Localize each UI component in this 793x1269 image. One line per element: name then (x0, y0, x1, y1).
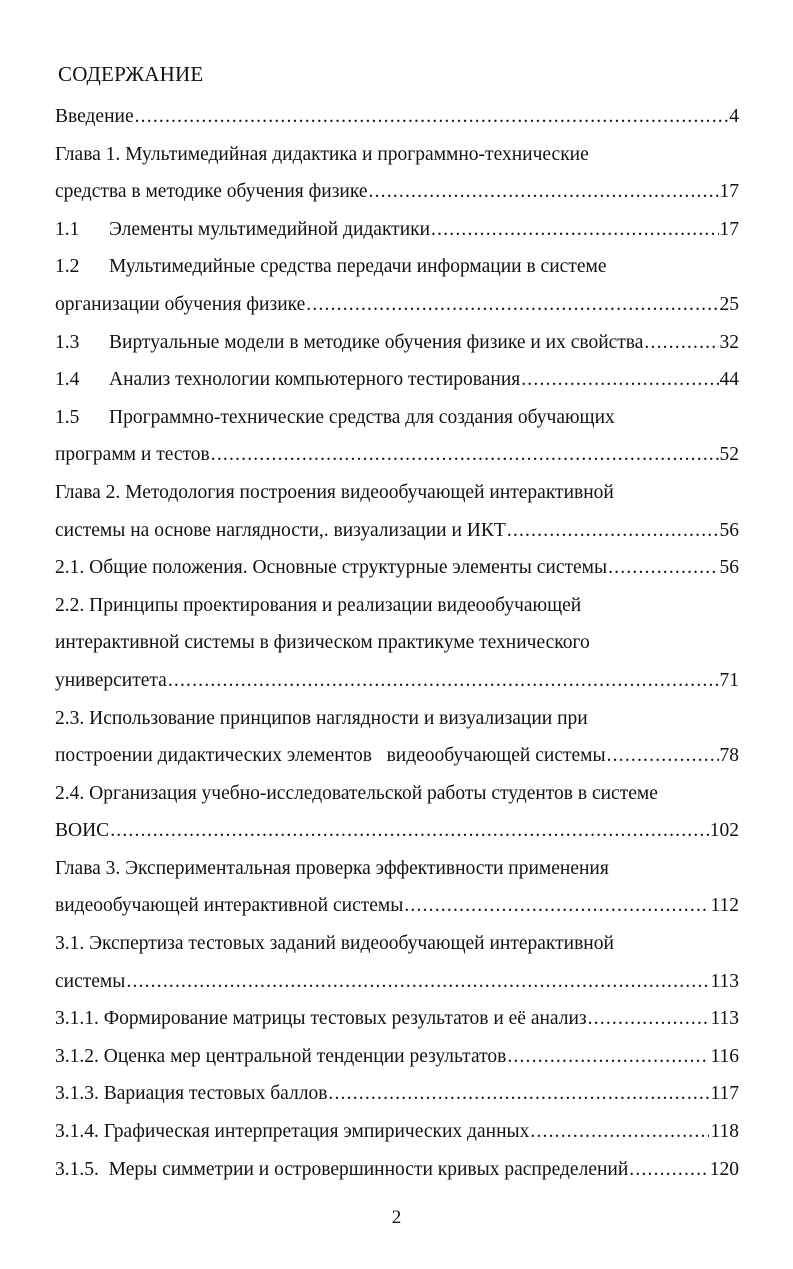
toc-entry-page: 117 (710, 1083, 739, 1105)
toc-entry-line (55, 211, 739, 249)
toc-entry-title: видеообучающей интерактивной системы (55, 895, 404, 917)
toc-entry-line (55, 1000, 739, 1038)
toc-entry-line (55, 98, 739, 136)
toc-entry-title: 2.1. Общие положения. Основные структурные элементы системы (55, 557, 608, 579)
toc-entry-line (55, 850, 739, 888)
toc-entry-line (55, 136, 739, 174)
toc-entry-title: Глава 1. Мультимедийная дидактика и программно-технические (55, 143, 589, 165)
toc-entry-page: 4 (729, 106, 739, 127)
toc-entry-line (55, 662, 739, 700)
toc-entry-line (55, 587, 739, 625)
toc-entry-line (55, 474, 739, 512)
toc-entry-line (55, 248, 739, 286)
dot-leader (404, 887, 709, 925)
toc-entry-title: интерактивной системы в физическом практикуме технического (55, 632, 590, 654)
toc-entry-page: 56 (719, 557, 739, 579)
toc-entry-title: Глава 3. Экспериментальная проверка эффективности применения (55, 857, 609, 879)
page-number: 2 (391, 1207, 402, 1228)
toc-entry-line (55, 549, 739, 587)
toc-entry-page: 116 (710, 1045, 739, 1067)
toc-entry-page: 112 (710, 895, 739, 917)
toc-entry-line (55, 1113, 739, 1151)
dot-leader (369, 173, 719, 211)
toc-entry-line (55, 1151, 739, 1189)
toc-entry-page: 44 (719, 369, 739, 391)
toc-entry-title: построении дидактических элементов видеообучающей системы (55, 745, 606, 767)
dot-leader (306, 286, 718, 324)
toc-entry-page: 32 (719, 331, 739, 353)
toc-entry-page: 17 (719, 218, 739, 240)
toc-entry-title: организации обучения физике (55, 293, 306, 315)
dot-leader (644, 324, 718, 362)
toc-entry-title: Введение (55, 106, 134, 127)
toc-entry-title: 3.1. Экспертиза тестовых заданий видеообучающей интерактивной (55, 933, 614, 955)
toc-entry-page: 118 (710, 1121, 739, 1143)
toc-entry-number: 1.3 (55, 331, 80, 353)
toc-entry-line (55, 1075, 739, 1113)
toc-heading: СОДЕРЖАНИЕ (58, 62, 204, 86)
toc-entry-line (55, 700, 739, 738)
dot-leader (608, 549, 718, 587)
toc-entry-title: 2.3. Использование принципов наглядности и визуализации при (55, 707, 588, 729)
toc-entry-line (55, 624, 739, 662)
dot-leader (507, 1038, 709, 1076)
toc-entry-title: программ и тестов (55, 444, 210, 466)
toc-entry-title: 3.1.4. Графическая интерпретация эмпирических данных (55, 1121, 530, 1143)
dot-leader (110, 812, 709, 850)
toc-entry-line (55, 1038, 739, 1076)
toc-entry-title: Мультимедийные средства передачи информации в системе (109, 256, 607, 278)
toc-entry-line (55, 925, 739, 963)
dot-leader (328, 1075, 709, 1113)
toc-entry-page: 25 (719, 293, 739, 315)
toc-entry-line (55, 775, 739, 813)
toc-entry-number: 1.2 (55, 256, 80, 278)
dot-leader (629, 1151, 708, 1189)
toc-entry-number: 1.5 (55, 406, 80, 428)
dot-leader (521, 361, 718, 399)
dot-leader (607, 737, 719, 775)
toc-entry-page: 120 (709, 1158, 739, 1180)
toc-entry-title: 2.2. Принципы проектирования и реализации видеообучающей (55, 594, 582, 616)
toc-entry-title: Элементы мультимедийной дидактики (109, 218, 431, 240)
toc-entry-title: Виртуальные модели в методике обучения физике и их свойства (109, 331, 644, 353)
dot-leader (431, 211, 718, 249)
toc-entry-number: 1.1 (55, 218, 80, 240)
toc-entry-title: системы на основе наглядности,. визуализации и ИКТ (55, 519, 506, 541)
dot-leader (588, 1000, 710, 1038)
toc-entry-title: средства в методике обучения физике (55, 181, 368, 203)
toc-entry-page: 113 (710, 970, 739, 992)
toc-entry-line (55, 324, 739, 362)
toc-entry-title: 3.1.3. Вариация тестовых баллов (55, 1083, 328, 1105)
toc-entry-line (55, 173, 739, 211)
dot-leader (168, 662, 719, 700)
toc-entry-page: 78 (719, 745, 739, 767)
toc-entry-page: 113 (710, 1008, 739, 1030)
toc-entry-title: Глава 2. Методология построения видеообучающей интерактивной (55, 481, 614, 503)
toc-entry-page: 52 (719, 444, 739, 466)
toc-entry-title: 3.1.5. Меры симметрии и островершинности кривых распределений (55, 1158, 629, 1180)
toc-entry-title: 2.4. Организация учебно-исследовательской работы студентов в системе (55, 782, 658, 804)
toc-entry-line (55, 963, 739, 1001)
dot-leader (211, 436, 719, 474)
toc-entry-title: 3.1.1. Формирование матрицы тестовых результатов и её анализ (55, 1008, 587, 1030)
dot-leader (135, 98, 729, 136)
toc-entry-line (55, 399, 739, 437)
toc-entry-page: 71 (719, 669, 739, 691)
toc-entry-title: 3.1.2. Оценка мер центральной тенденции результатов (55, 1045, 507, 1067)
toc-entry-line (55, 436, 739, 474)
toc-entry-title: системы (55, 970, 126, 992)
toc-entry-page: 17 (719, 181, 739, 203)
toc-entry-page: 102 (709, 820, 739, 842)
toc-entry-title: Анализ технологии компьютерного тестирования (109, 369, 521, 391)
toc-entry-line (55, 361, 739, 399)
toc-entry-title: ВОИС (55, 820, 110, 842)
dot-leader (507, 512, 719, 550)
toc-entry-line (55, 812, 739, 850)
toc-entry-title: Программно-технические средства для создания обучающих (109, 406, 615, 428)
dot-leader (530, 1113, 709, 1151)
toc-entry-line (55, 286, 739, 324)
dot-leader (126, 963, 709, 1001)
table-of-contents (55, 98, 739, 1188)
toc-entry-line (55, 737, 739, 775)
toc-entry-line (55, 887, 739, 925)
toc-entry-page: 56 (719, 519, 739, 541)
toc-entry-title: университета (55, 669, 167, 691)
toc-entry-number: 1.4 (55, 369, 80, 391)
toc-entry-line (55, 512, 739, 550)
